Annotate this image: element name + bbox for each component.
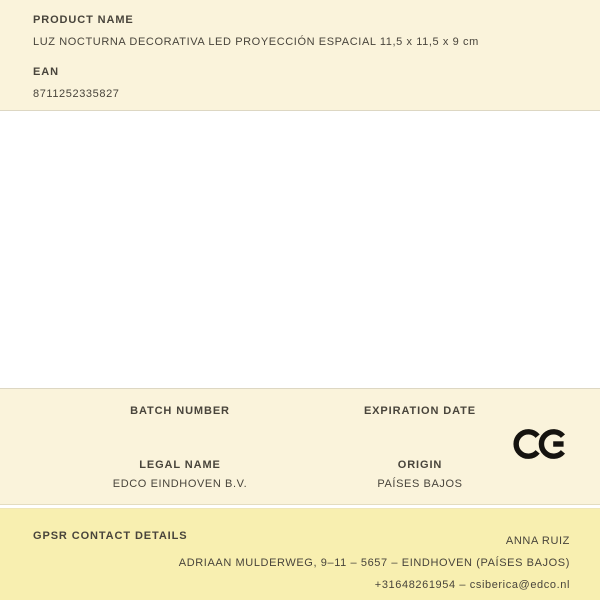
ean-label: EAN (33, 66, 59, 78)
contact-address: ADRIAAN MULDERWEG, 9–11 – 5657 – EINDHOVEN (PAÍSES BAJOS) (178, 557, 570, 569)
legal-name-value: EDCO EINDHOVEN B.V. (112, 478, 248, 490)
contact-phone-email: +31648261954 – csiberica@edco.nl (374, 579, 570, 591)
batch-number-label: BATCH NUMBER (130, 405, 230, 417)
ean-value: 8711252335827 (33, 88, 120, 100)
gpsr-contact-heading: GPSR CONTACT DETAILS (33, 530, 188, 542)
legal-name-label: LEGAL NAME (139, 459, 221, 471)
origin-value: PAÍSES BAJOS (377, 478, 463, 490)
gpsr-contact-section (0, 508, 600, 600)
product-section (0, 0, 600, 111)
expiration-date-label: EXPIRATION DATE (363, 405, 477, 417)
contact-name: ANNA RUIZ (505, 535, 570, 547)
product-name-label: PRODUCT NAME (33, 14, 134, 26)
details-section (0, 388, 600, 505)
ce-mark-icon (513, 423, 569, 465)
origin-label: ORIGIN (397, 459, 443, 471)
contact-details-block (179, 530, 570, 596)
product-name-value: LUZ NOCTURNA DECORATIVA LED PROYECCIÓN ESPACIAL 11,5 x 11,5 x 9 cm (33, 36, 479, 48)
